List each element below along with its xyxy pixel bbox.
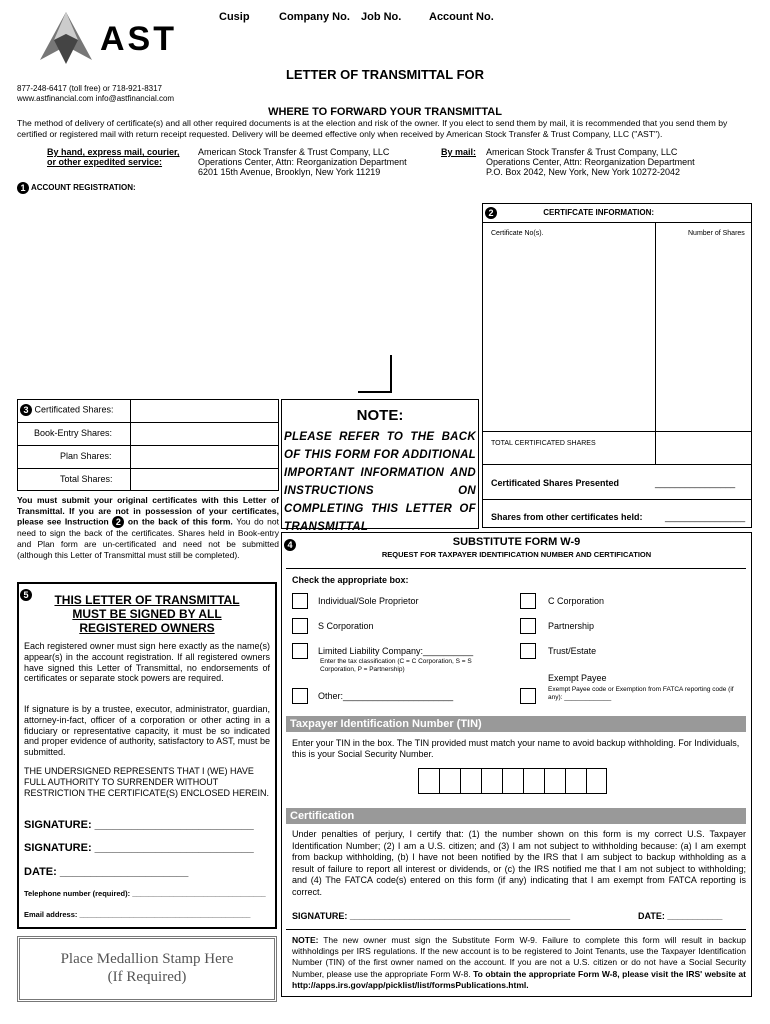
plan-shares-input[interactable] (132, 446, 278, 467)
certificated-shares-text: Certificated Shares: (34, 404, 114, 415)
w9-title: SUBSTITUTE FORM W-9 (452, 536, 581, 548)
certificate-info-label: CERTIFCATE INFORMATION: (543, 208, 655, 218)
sign-title-3: REGISTERED OWNERS (79, 621, 215, 635)
other-checkbox[interactable] (292, 688, 308, 704)
signature-field-1[interactable]: SIGNATURE: __________________________ (24, 819, 254, 831)
individual-checkbox[interactable] (292, 593, 308, 609)
sign-paragraph-2: If signature is by a trustee, executor, administrator, guardian, attorney-in-fact, officer of a corporation or other acting in a fiduciary or representative capacity, it must be so indicated and proper evidence of authority, satisfactory to AST, must be submitted. (24, 704, 270, 758)
w9-signature-field[interactable]: SIGNATURE: ____________________________________________ (292, 911, 571, 921)
certificate-info-header (485, 207, 654, 219)
exempt-payee-label: Exempt Payee (548, 673, 607, 683)
section-number: 4 (284, 539, 296, 551)
w9-subtitle-divider (286, 568, 746, 569)
tin-header: Taxpayer Identification Number (TIN) (286, 716, 746, 732)
check-box-prompt: Check the appropriate box: (292, 575, 409, 585)
date-field[interactable]: DATE: _____________________ (24, 866, 189, 878)
book-entry-input[interactable] (132, 423, 278, 444)
mail-addr-2: Operations Center, Attn: Reorganization Department (486, 157, 695, 167)
web-line: www.astfinancial.com info@astfinancial.com (17, 94, 175, 103)
note-body: PLEASE REFER TO THE BACK OF THIS FORM FOR ADDITIONAL IMPORTANT INFORMATION AND INSTRUCTIONS ON COMPLETING THIS LETTER OF TRANSMITTAL (284, 431, 476, 533)
account-registration-area[interactable] (17, 196, 477, 396)
total-shares-label: Total Shares: (60, 474, 113, 484)
tin-digit-box[interactable] (566, 769, 587, 793)
w9-date-field[interactable]: DATE: ___________ (638, 911, 723, 921)
sign-paragraph-1: Each registered owner must sign here exactly as the name(s) appear(s) in the account registration. If all registered owners have signed this Letter of Transmittal, no endorsements of certificates or separate stock powers are required. (24, 641, 270, 684)
stamp-text-2: (If Required) (107, 969, 187, 985)
sign-paragraph-3: THE UNDERSIGNED REPRESENTS THAT I (WE) HAVE FULL AUTHORITY TO SURRENDER WITHOUT RESTRICTION THE CERTIFICATE(S) ENCLOSED HEREIN. (24, 766, 270, 798)
section-number: 2 (112, 516, 124, 528)
w9-note (292, 935, 746, 991)
phone-line: 877-248-6417 (toll free) or 718-921-8317 (17, 84, 162, 93)
mail-addr-3: P.O. Box 2042, New York, New York 10272-2042 (486, 167, 680, 177)
llc-label[interactable]: Limited Liability Company:__________ (318, 646, 474, 656)
tin-digit-box[interactable] (503, 769, 524, 793)
total-shares-input[interactable] (132, 469, 278, 490)
hand-label-1: By hand, express mail, courier, (47, 147, 180, 157)
account-registration-heading (17, 182, 136, 194)
book-entry-label: Book-Entry Shares: (34, 428, 113, 438)
stamp-text-1: Place Medallion Stamp Here (60, 951, 234, 967)
hand-addr-2: Operations Center, Attn: Reorganization Department (198, 157, 407, 167)
certification-header: Certification (286, 808, 746, 824)
submit-instructions (17, 495, 279, 561)
w9-note-body: The new owner must sign the Substitute Form W-9. Failure to complete this form will result in backup withholdings per IRS regulations. If the new account is to be registered to Joint Tenants, use the Taxpayer Identification Number (TIN) of the first owner named on the account. If you are not a U.S. citizen or do not have a Social Security Number, please use the appropriate Form W-8. (292, 935, 746, 979)
note-title: NOTE: (356, 407, 404, 424)
certificate-col-header: Certificate No(s). (491, 230, 544, 237)
cusip-label: Cusip (219, 11, 250, 23)
instructions-bold-2: on the back of this form. (127, 516, 233, 527)
section-number: 5 (20, 589, 32, 601)
email-field[interactable]: Email address: _________________________________________ (24, 910, 251, 919)
certificate-entries-area[interactable] (483, 240, 751, 430)
tin-input-grid[interactable] (418, 768, 607, 794)
mail-label: By mail: (441, 147, 477, 157)
section-number: 3 (20, 404, 32, 416)
hand-addr-1: American Stock Transfer & Trust Company, LLC (198, 147, 390, 157)
exempt-payee-checkbox[interactable] (520, 688, 536, 704)
other-shares-field[interactable]: ________________ (665, 512, 746, 522)
certification-body: Under penalties of perjury, I certify that: (1) the number shown on this form is my correct U.S. Taxpayer Identification Number; (2) I am a U.S. citizen; and (3) I am not subject to withholding because: (a) I am exempt from backup withholding, (b) I have not been notified by the IRS that I am subject to backup withholding as a result of failure to report all interest or dividends, or (c) the IRS notified me that I am not subject to withholding; and (4) The FATCA code(s) entered on this form (if any) indicating that I am exempt from FATCA reporting is correct. (292, 829, 746, 897)
certificated-shares-label (20, 404, 114, 416)
c-corp-checkbox[interactable] (520, 593, 536, 609)
company-no-label: Company No. (279, 11, 350, 23)
instructions-bold: You must submit your original certificates with this Letter of Transmittal. If you are not in possession of your certificates, please see Instruction (17, 495, 279, 527)
instructions-text: You do not need to sign the back of the certificates. Shares held in Book-entry and Plan form are un-certificated and need not be submitted (although this Letter of Transmittal must still be completed). (17, 516, 279, 560)
certificated-presented-label: Certificated Shares Presented (491, 478, 620, 488)
llc-checkbox[interactable] (292, 643, 308, 659)
mail-addr-1: American Stock Transfer & Trust Company, LLC (486, 147, 678, 157)
section-number: 2 (485, 207, 497, 219)
section-number: 1 (17, 182, 29, 194)
partnership-checkbox[interactable] (520, 618, 536, 634)
tin-digit-box[interactable] (461, 769, 482, 793)
w9-subtitle: REQUEST FOR TAXPAYER IDENTIFICATION NUMBER AND CERTIFICATION (381, 550, 652, 559)
trust-checkbox[interactable] (520, 643, 536, 659)
tin-digit-box[interactable] (419, 769, 440, 793)
presented-divider (482, 464, 752, 465)
other-shares-label: Shares from other certificates held: (491, 512, 643, 522)
shares-col-header: Number of Shares (688, 230, 745, 237)
individual-label: Individual/Sole Proprietor (318, 596, 419, 606)
job-no-label: Job No. (361, 11, 402, 23)
account-no-label: Account No. (429, 11, 494, 23)
tin-digit-box[interactable] (524, 769, 545, 793)
medallion-stamp-area[interactable] (17, 936, 277, 1002)
hand-label-2: or other expedited service: (47, 157, 163, 167)
tin-digit-box[interactable] (440, 769, 461, 793)
w9-note-bold: To obtain the appropriate Form W-8, please visit the IRS' website at http://apps.irs.gov/app/picklist/list/formsPublications.html. (292, 968, 746, 990)
logo-text: AST (100, 20, 177, 58)
hand-addr-3: 6201 15th Avenue, Brooklyn, New York 11219 (198, 167, 381, 177)
telephone-field[interactable]: Telephone number (required): ________________________________ (24, 889, 266, 898)
tin-digit-box[interactable] (482, 769, 503, 793)
certificated-presented-field[interactable]: ________________ (655, 478, 736, 488)
sign-title-2: MUST BE SIGNED BY ALL (72, 607, 222, 621)
plan-shares-label: Plan Shares: (60, 451, 112, 461)
tin-digit-box[interactable] (545, 769, 566, 793)
other-divider (482, 499, 752, 500)
ast-logo (34, 10, 184, 66)
total-certificated-label: TOTAL CERTIFICATED SHARES (491, 440, 596, 447)
forward-body: The method of delivery of certificate(s) and all other required documents is at the election and risk of the owner. If you elect to send them by mail, it is recommended that you send them by certified or registered mail with return receipt requested. Delivery will be deemed effective only when received by American Stock Transfer & Trust Company, LLC ("AST"). (17, 118, 728, 139)
page-title: LETTER OF TRANSMITTAL FOR (285, 67, 485, 82)
ast-logo-icon (34, 10, 98, 66)
c-corp-label: C Corporation (548, 596, 605, 606)
exempt-payee-note: Exempt Payee code or Exemption from FATCA reporting code (if any): _____________ (548, 686, 734, 701)
tin-instructions: Enter your TIN in the box. The TIN provided must match your name to avoid backup withholding. For Individuals, this is your Social Security Number. (292, 738, 740, 759)
certificate-header-divider (482, 222, 752, 223)
forward-title: WHERE TO FORWARD YOUR TRANSMITTAL (268, 106, 502, 118)
registration-corner-mark (358, 355, 392, 393)
signature-field-2[interactable]: SIGNATURE: __________________________ (24, 842, 254, 854)
other-label[interactable]: Other:______________________ (318, 691, 454, 701)
w9-note-divider (286, 929, 746, 930)
llc-note: Enter the tax classification (C = C Corporation, S = S Corporation, P = Partnership) (320, 658, 472, 673)
w9-note-label: NOTE: (292, 935, 319, 945)
trust-label: Trust/Estate (548, 646, 597, 656)
s-corp-label: S Corporation (318, 621, 374, 631)
total-divider (482, 431, 752, 432)
sign-title-1: THIS LETTER OF TRANSMITTAL (54, 593, 240, 607)
account-registration-label: ACCOUNT REGISTRATION: (30, 183, 136, 193)
partnership-label: Partnership (548, 621, 595, 631)
certificated-shares-input[interactable] (132, 400, 278, 421)
s-corp-checkbox[interactable] (292, 618, 308, 634)
